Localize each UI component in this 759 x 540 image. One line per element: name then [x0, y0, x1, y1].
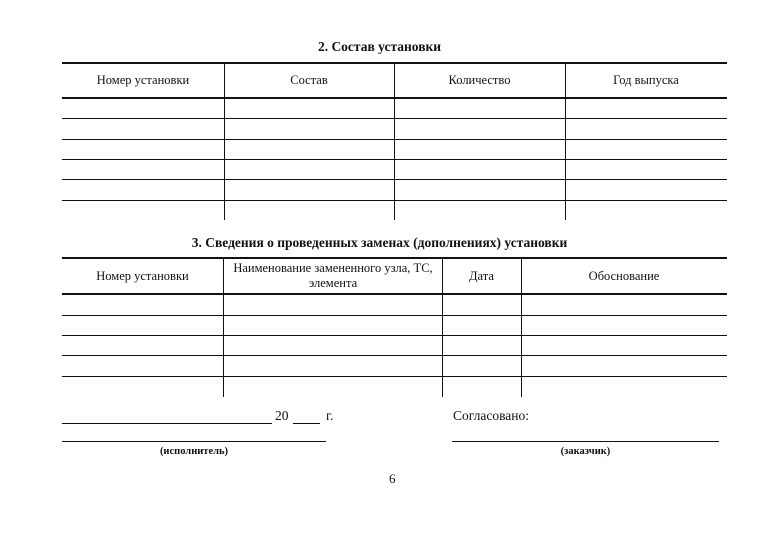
- column-header-date: Дата: [469, 269, 494, 283]
- column-header-year: Год выпуска: [613, 73, 679, 87]
- executor-name-line[interactable]: [62, 423, 272, 424]
- agreed-label: Согласовано:: [453, 408, 529, 423]
- section-2-title: 2. Состав установки: [317, 39, 442, 54]
- executor-signature-line[interactable]: [62, 441, 326, 442]
- column-header-replaced-part: Наименование замененного узла, ТС, элемента: [233, 261, 433, 290]
- column-header-quantity: Количество: [448, 73, 511, 87]
- column-header-justification: Обоснование: [588, 269, 660, 283]
- section-3-title: 3. Сведения о проведенных заменах (дополнениях) установки: [191, 235, 568, 250]
- year-suffix: г.: [326, 408, 334, 423]
- customer-signature-line[interactable]: [452, 441, 719, 442]
- column-header-composition: Состав: [290, 73, 328, 87]
- year-field[interactable]: [293, 423, 320, 424]
- column-header-unit-number: Номер установки: [96, 73, 190, 87]
- customer-caption: (заказчик): [560, 446, 611, 457]
- year-prefix: 20: [275, 408, 289, 423]
- executor-caption: (исполнитель): [159, 446, 229, 457]
- page-number: 6: [389, 471, 396, 486]
- column-header-unit-number-2: Номер установки: [96, 269, 189, 283]
